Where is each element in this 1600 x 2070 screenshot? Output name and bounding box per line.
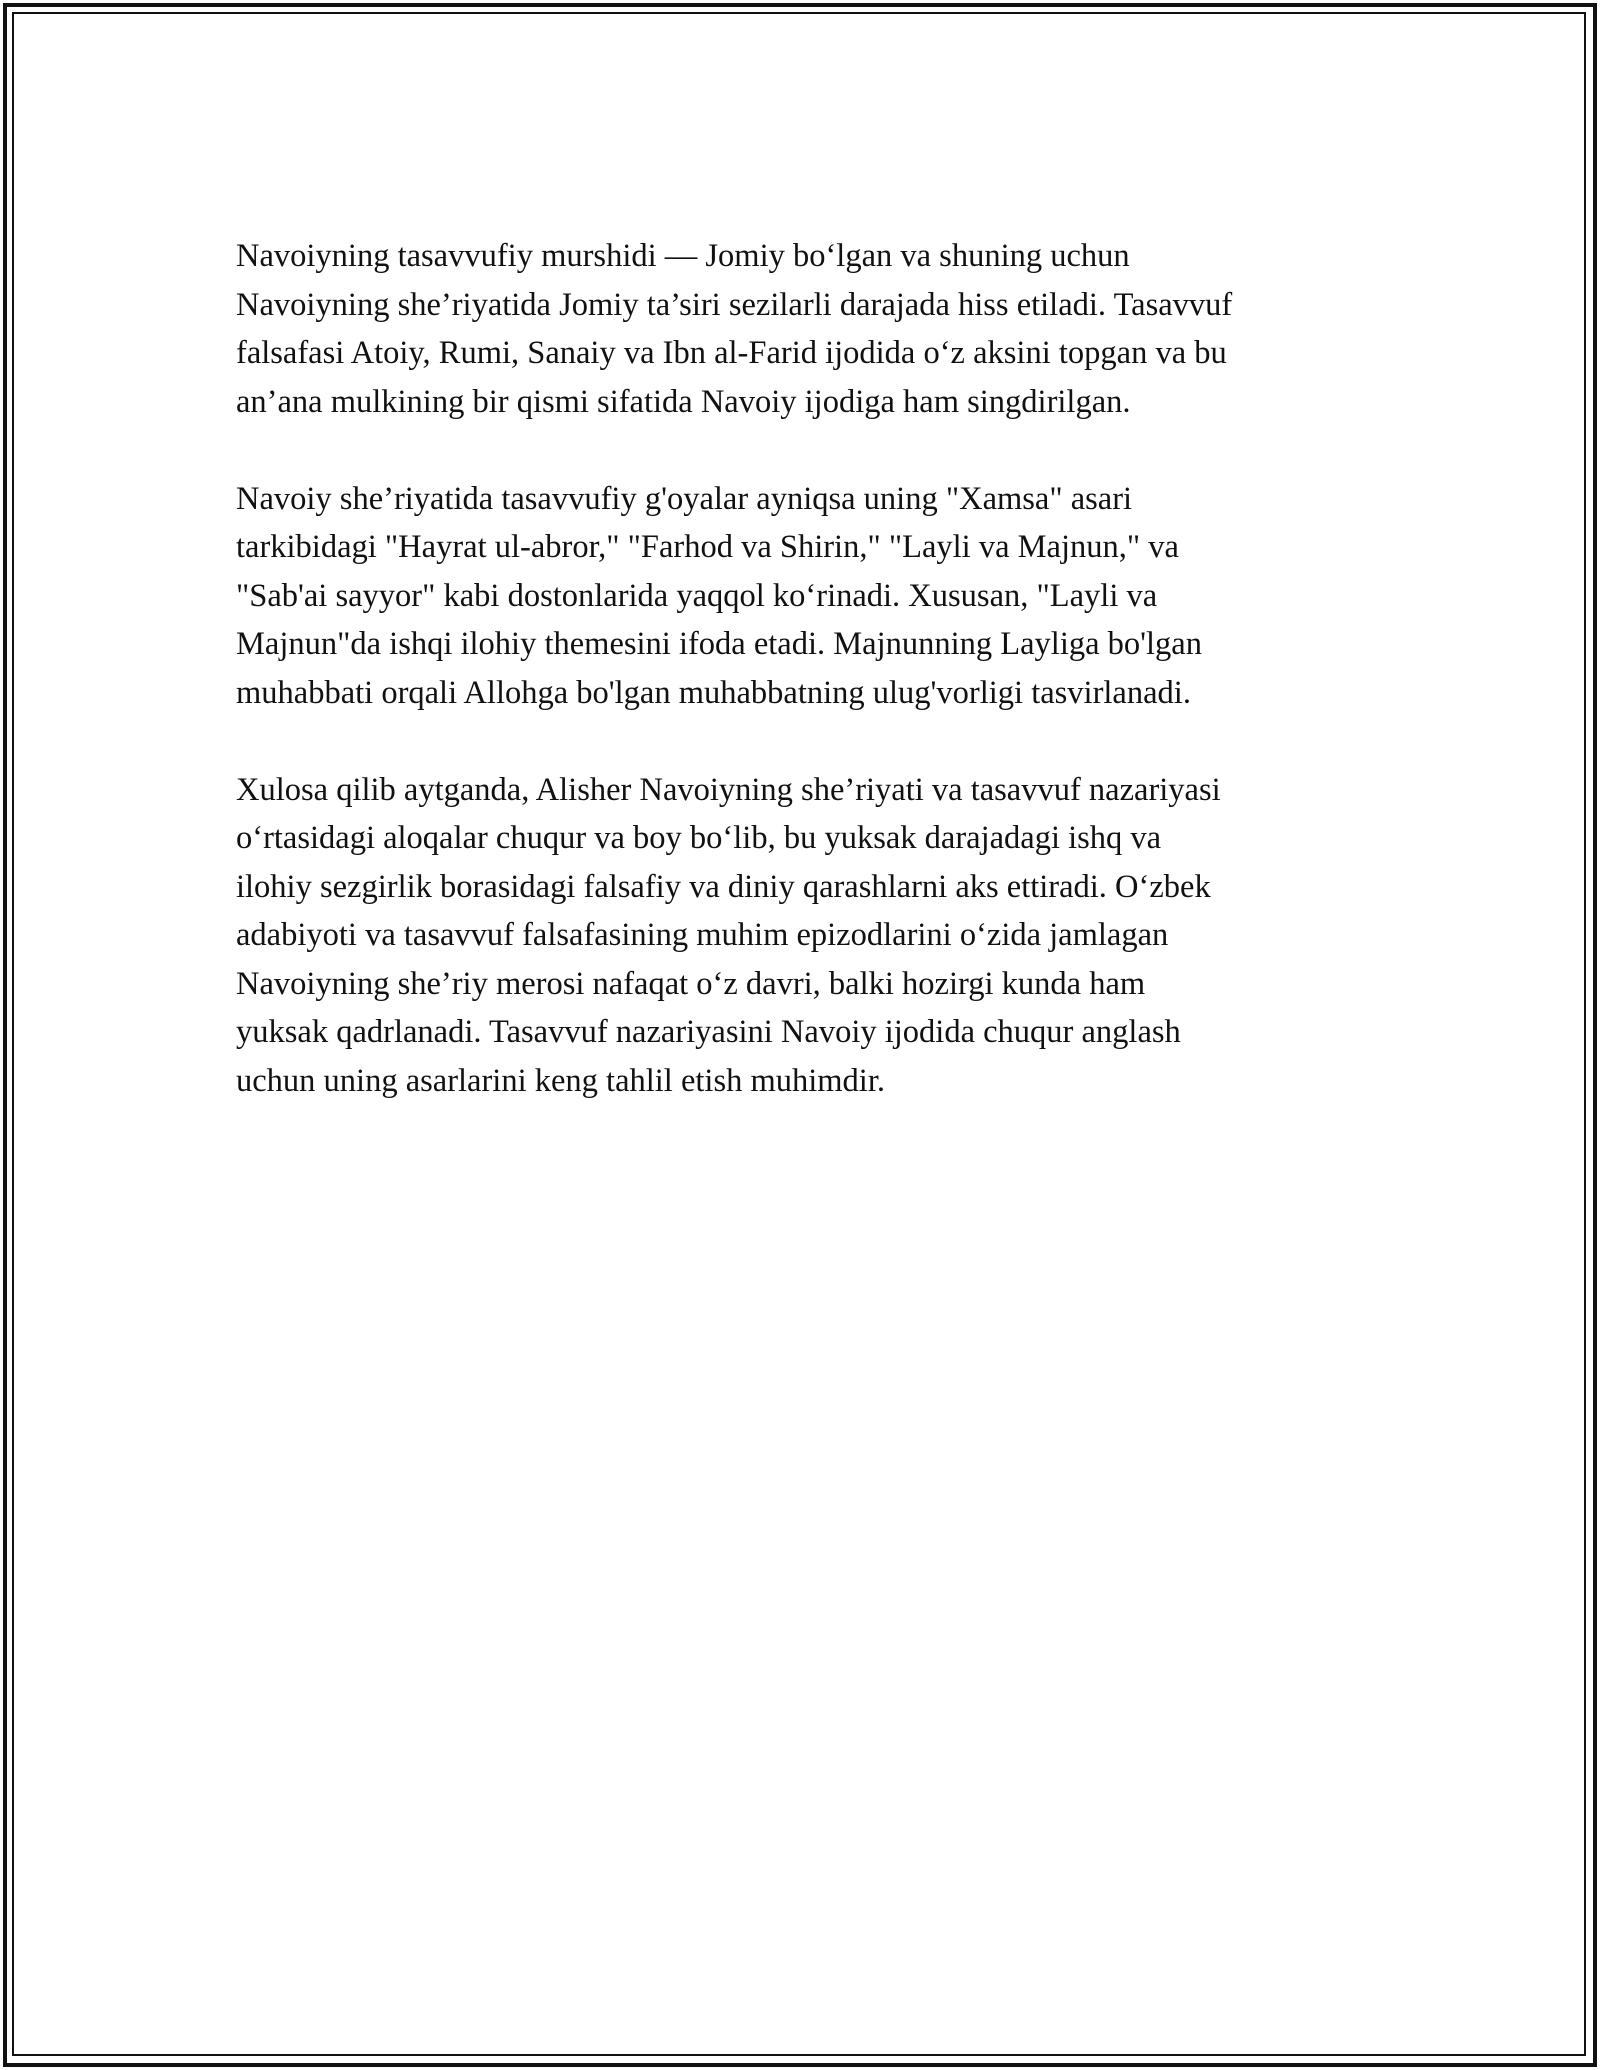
paragraph-2	[236, 475, 1381, 718]
paragraph-line: tarkibidagi "Hayrat ul-abror," "Farhod va Shirin," "Layli va Majnun," va	[236, 529, 1179, 565]
paragraph-line: Navoiy she’riyatida tasavvufiy g'oyalar ayniqsa uning "Xamsa" asari	[236, 480, 1133, 517]
paragraph-line: Navoiyning tasavvufiy murshidi — Jomiy bo‘lgan va shuning uchun	[236, 238, 1130, 274]
paragraph-line: Majnun"da ishqi ilohiy themesini ifoda etadi. Majnunning Layliga bo'lgan	[236, 626, 1202, 662]
paragraph-1	[236, 232, 1381, 426]
paragraph-line: Xulosa qilib aytganda, Alisher Navoiyning she’riyati va tasavvuf nazariyasi	[236, 771, 1221, 808]
paragraph-line: "Sab'ai sayyor" kabi dostonlarida yaqqol ko‘rinadi. Xususan, "Layli va	[236, 577, 1158, 614]
paragraph-line: falsafasi Atoiy, Rumi, Sanaiy va Ibn al-Farid ijodida o‘z aksini topgan va bu	[236, 335, 1227, 371]
paragraph-3	[236, 766, 1381, 1106]
paragraph-line: ilohiy sezgirlik borasidagi falsafiy va diniy qarashlarni aks ettiradi. O‘zbek	[236, 868, 1211, 905]
document-body	[236, 232, 1381, 1154]
paragraph-line: adabiyoti va tasavvuf falsafasining muhim epizodlarini o‘zida jamlagan	[236, 917, 1169, 953]
paragraph-line: Navoiyning she’riyatida Jomiy ta’siri sezilarli darajada hiss etiladi. Tasavvuf	[236, 286, 1233, 323]
paragraph-line: uchun uning asarlarini keng tahlil etish muhimdir.	[236, 1062, 885, 1099]
paragraph-line: muhabbati orqali Allohga bo'lgan muhabbatning ulug'vorligi tasvirlanadi.	[236, 674, 1191, 711]
paragraph-line: an’ana mulkining bir qismi sifatida Navoiy ijodiga ham singdirilgan.	[236, 383, 1131, 420]
paragraph-line: yuksak qadrlanadi. Tasavvuf nazariyasini Navoiy ijodida chuqur anglash	[236, 1014, 1181, 1050]
paragraph-line: o‘rtasidagi aloqalar chuqur va boy bo‘lib, bu yuksak darajadagi ishq va	[236, 820, 1162, 856]
paragraph-line: Navoiyning she’riy merosi nafaqat o‘z davri, balki hozirgi kunda ham	[236, 965, 1146, 1002]
